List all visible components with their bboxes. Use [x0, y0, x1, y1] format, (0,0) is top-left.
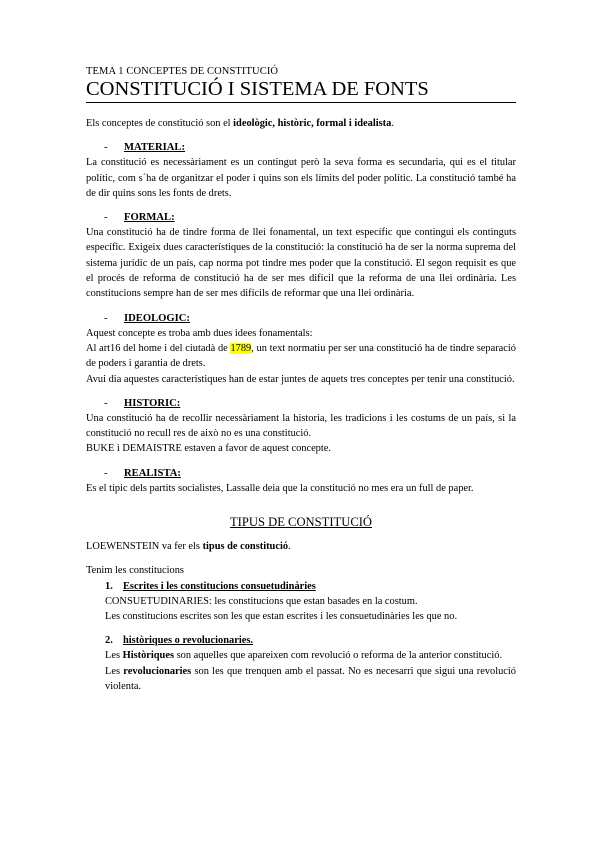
tipus-intro-text: LOEWENSTEIN va fer els: [86, 541, 203, 553]
historic-paragraph-2: BUKE i DEMAISTRE estaven a favor de aquest concepte.: [86, 443, 331, 455]
bold-text: Històriques: [122, 650, 174, 662]
list-item-2-heading: [105, 633, 516, 648]
highlighted-year: 1789: [230, 342, 252, 354]
text: Les: [105, 650, 123, 662]
list-heading-label: Escrites i les constitucions consuetudinàries: [123, 580, 316, 592]
bullet-dash: -: [104, 312, 108, 324]
list-item-2-line-1: [105, 648, 516, 663]
section-heading-formal: [86, 210, 516, 225]
tipus-intro: [86, 539, 516, 554]
section-heading-label: IDEOLOGIC:: [124, 312, 190, 324]
historic-paragraph-1: Una constitució ha de recollir necessàriament la historia, les tradicions i les costums de un país, si la constitució no recull res de això no es una constitució.: [86, 412, 516, 440]
tipus-title: TIPUS DE CONSTITUCIÓ: [229, 515, 373, 530]
bullet-dash: -: [104, 142, 108, 154]
document-title: CONSTITUCIÓ I SISTEMA DE FONTS: [86, 77, 516, 103]
tipus-intro-end: .: [288, 541, 291, 553]
intro-text: Els conceptes de constitució son el: [86, 118, 234, 129]
material-paragraph: La constitució es necessàriament es un contingut però la seva forma es secundaria, qui es el titular polític, com s´ha de organitzar el poder i quins son els límits del poder polític. La constitució també ha de dir quins sons les fonts de drets.: [86, 157, 516, 199]
section-heading-material: [86, 140, 516, 155]
section-heading-label: MATERIAL:: [124, 142, 186, 154]
realista-paragraph: Es el típic dels partits socialistes, Lassalle deia que la constitució no mes era un full de paper.: [86, 482, 474, 494]
section-heading-label: REALISTA:: [124, 467, 181, 479]
document-subtitle: TEMA 1 CONCEPTES DE CONSTITUCIÓ: [86, 66, 279, 77]
list-number: 2.: [105, 635, 113, 647]
section-heading-realista: [86, 466, 516, 481]
bullet-dash: -: [104, 212, 108, 224]
list-number: 1.: [105, 580, 113, 592]
section-heading-label: HISTORIC:: [124, 397, 181, 409]
list-item-1-line-2: Les constitucions escrites son les que estan escrites i les consuetudinàries les que no.: [105, 610, 458, 622]
bullet-dash: -: [104, 467, 108, 479]
intro-paragraph: [86, 116, 516, 131]
tenim-line: Tenim les constitucions: [86, 565, 184, 577]
bullet-dash: -: [104, 397, 108, 409]
list-item-1-heading: [105, 579, 516, 594]
formal-paragraph: Una constitució ha de tindre forma de llei fonamental, un text específic que contingui els continguts específic. Exigeix dues característiques de la constitució: la constitució ha de ser la norma suprema del sistema jurídic de un país, cap norma pot tindre mes poder que la constitució. El segon requisit es que el procés de reforma de constitució ha de ser mes difícil que la reforma de una llei ordinària. Les constitucions sempre han de ser mes difícils de reformar que una llei ordinària.: [86, 227, 516, 300]
text: son aquelles que apareixen com revolució o reforma de la anterior constitució.: [174, 650, 503, 662]
bold-text: revolucionaries: [123, 665, 192, 677]
list-heading-label: històriques o revolucionaries.: [123, 635, 253, 647]
text: Les: [105, 665, 124, 677]
section-heading-ideologic: [86, 311, 516, 326]
ideologic-paragraph-1: Aquest concepte es troba amb dues idees fonamentals:: [86, 327, 313, 339]
document-page: [86, 66, 516, 694]
intro-bold-text: ideològic, històric, formal i idealista: [233, 118, 392, 129]
intro-end: .: [391, 118, 394, 129]
list-item-1-line-1: CONSUETUDINARIES: les constitucions que estan basades en la costum.: [105, 595, 418, 607]
tipus-intro-bold: tipus de constitució: [202, 541, 289, 553]
text: son les que trenquen amb el passat. No es necesarri que sigui una revolució violenta.: [105, 665, 516, 692]
ideologic-text: , un text normatiu per ser una constitució ha de tindre separació de poders i garantia de drets.: [86, 342, 516, 370]
section-heading-label: FORMAL:: [124, 212, 175, 224]
ideologic-text: Al art16 del home i del ciutadà de: [86, 342, 231, 354]
ideologic-paragraph-3: Avui dia aquestes característiques han de estar juntes de aquets tres conceptes per tenir una constitució.: [86, 373, 515, 385]
ideologic-paragraph-2: [86, 341, 516, 372]
list-item-2-line-2: [105, 664, 516, 695]
section-heading-historic: [86, 396, 516, 411]
